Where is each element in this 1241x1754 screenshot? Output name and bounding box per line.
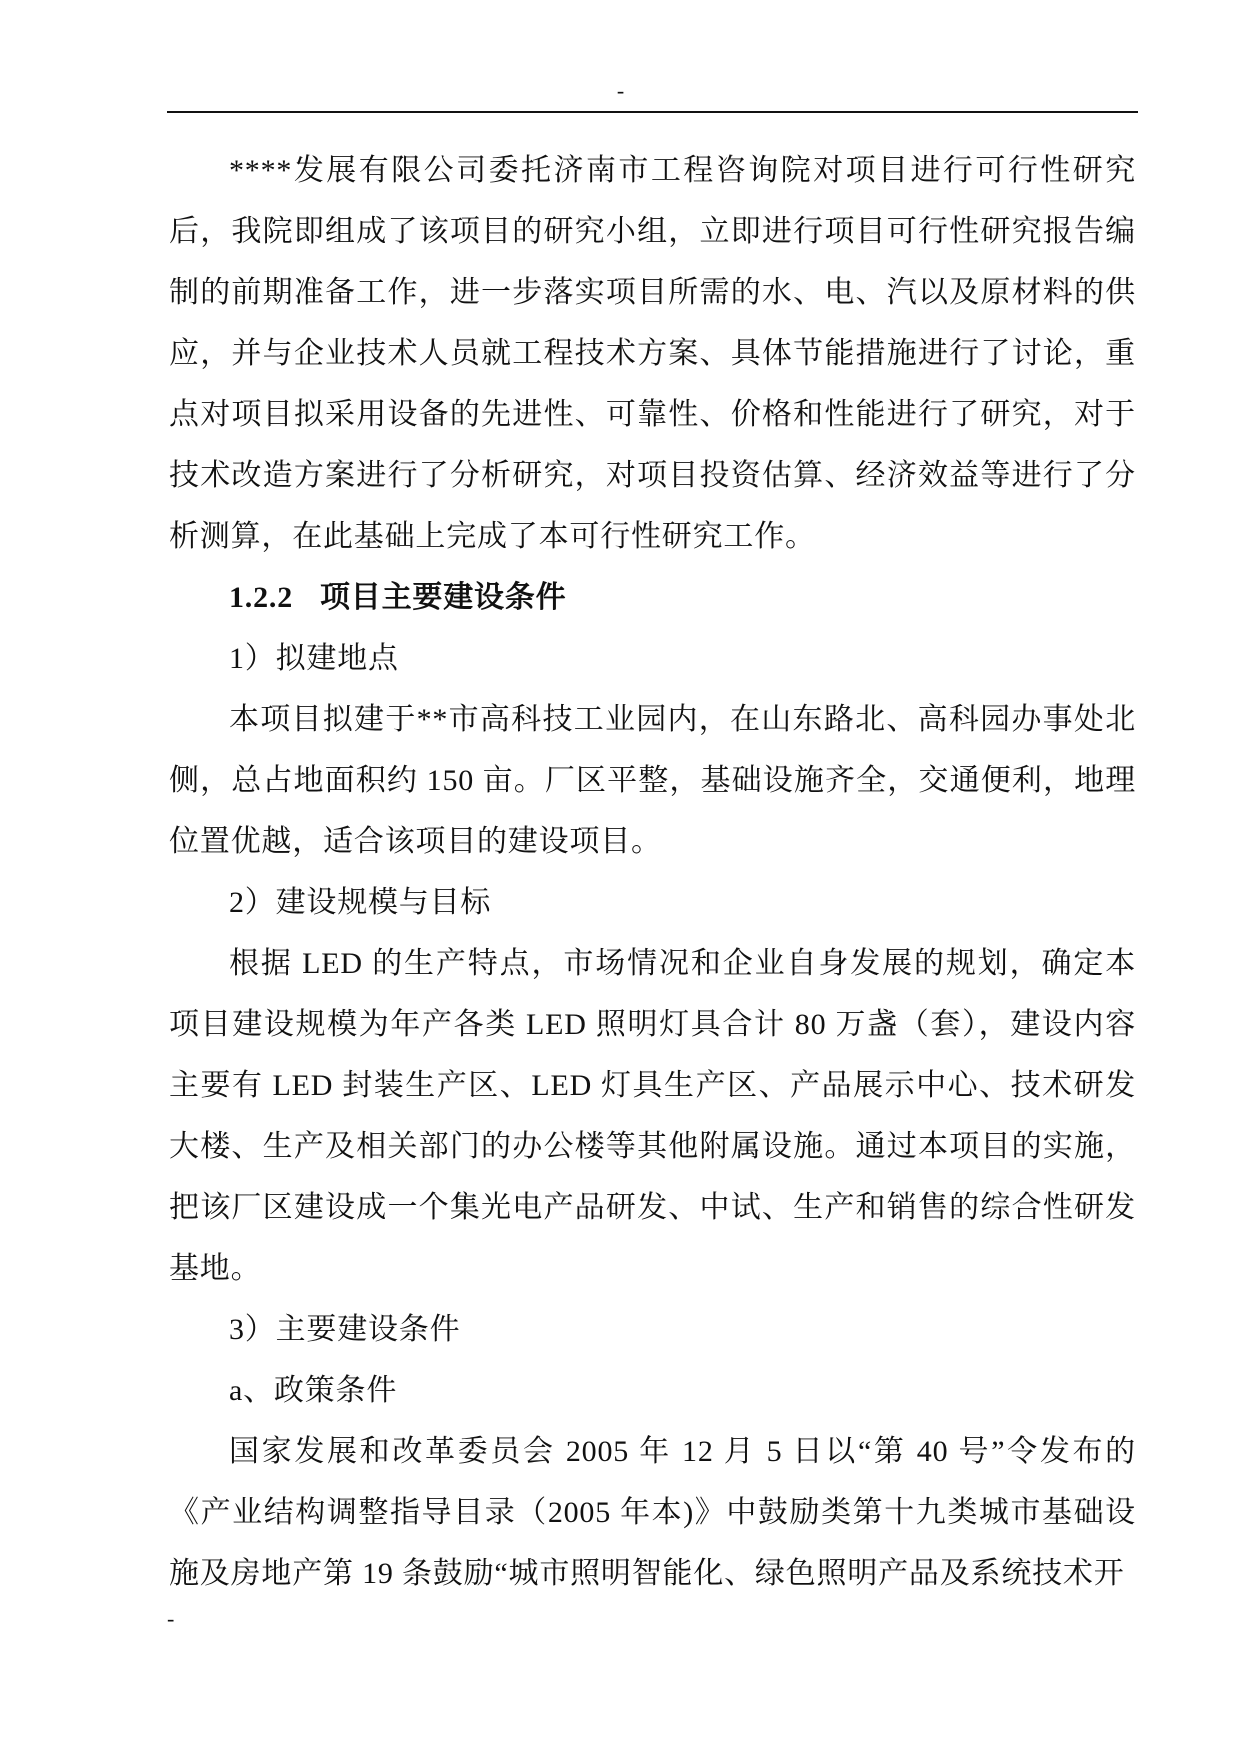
sub-item-a-paragraph: 国家发展和改革委员会 2005 年 12 月 5 日以“第 40 号”令发布的《产业结构调整指导目录（2005 年本)》中鼓励类第十九类城市基础设施及房地产第 19 条鼓励“城市照明智能化、绿色照明产品及系统技术开 bbox=[169, 1435, 1136, 1590]
section-heading bbox=[169, 567, 1136, 628]
document-body bbox=[169, 140, 1136, 1604]
header-mark: - bbox=[616, 78, 625, 103]
section-number: 1.2.2 bbox=[229, 581, 293, 614]
item-2-label: 2）建设规模与目标 bbox=[229, 886, 492, 919]
sub-item-a-label: a、政策条件 bbox=[229, 1374, 398, 1407]
intro-paragraph: ****发展有限公司委托济南市工程咨询院对项目进行可行性研究后，我院即组成了该项目的研究小组，立即进行项目可行性研究报告编制的前期准备工作，进一步落实项目所需的水、电、汽以及原材料的供应，并与企业技术人员就工程技术方案、具体节能措施进行了讨论，重点对项目拟采用设备的先进性、可靠性、价格和性能进行了研究，对于技术改造方案进行了分析研究，对项目投资估算、经济效益等进行了分析测算，在此基础上完成了本可行性研究工作。 bbox=[169, 154, 1136, 553]
section-title: 项目主要建设条件 bbox=[320, 581, 567, 614]
header-divider bbox=[167, 111, 1138, 113]
item-1-label: 1）拟建地点 bbox=[229, 642, 399, 675]
footer-mark: - bbox=[167, 1606, 175, 1631]
item-1-paragraph: 本项目拟建于**市高科技工业园内，在山东路北、高科园办事处北侧，总占地面积约 150 亩。厂区平整，基础设施齐全，交通便利，地理位置优越，适合该项目的建设项目。 bbox=[169, 703, 1136, 858]
item-2-paragraph: 根据 LED 的生产特点，市场情况和企业自身发展的规划，确定本项目建设规模为年产各类 LED 照明灯具合计 80 万盏（套），建设内容主要有 LED 封装生产区、LED 灯具生产区、产品展示中心、技术研发大楼、生产及相关部门的办公楼等其他附属设施。通过本项目的实施，把该厂区建设成一个集光电产品研发、中试、生产和销售的综合性研发基地。 bbox=[169, 947, 1136, 1285]
item-3-label: 3）主要建设条件 bbox=[229, 1313, 461, 1346]
